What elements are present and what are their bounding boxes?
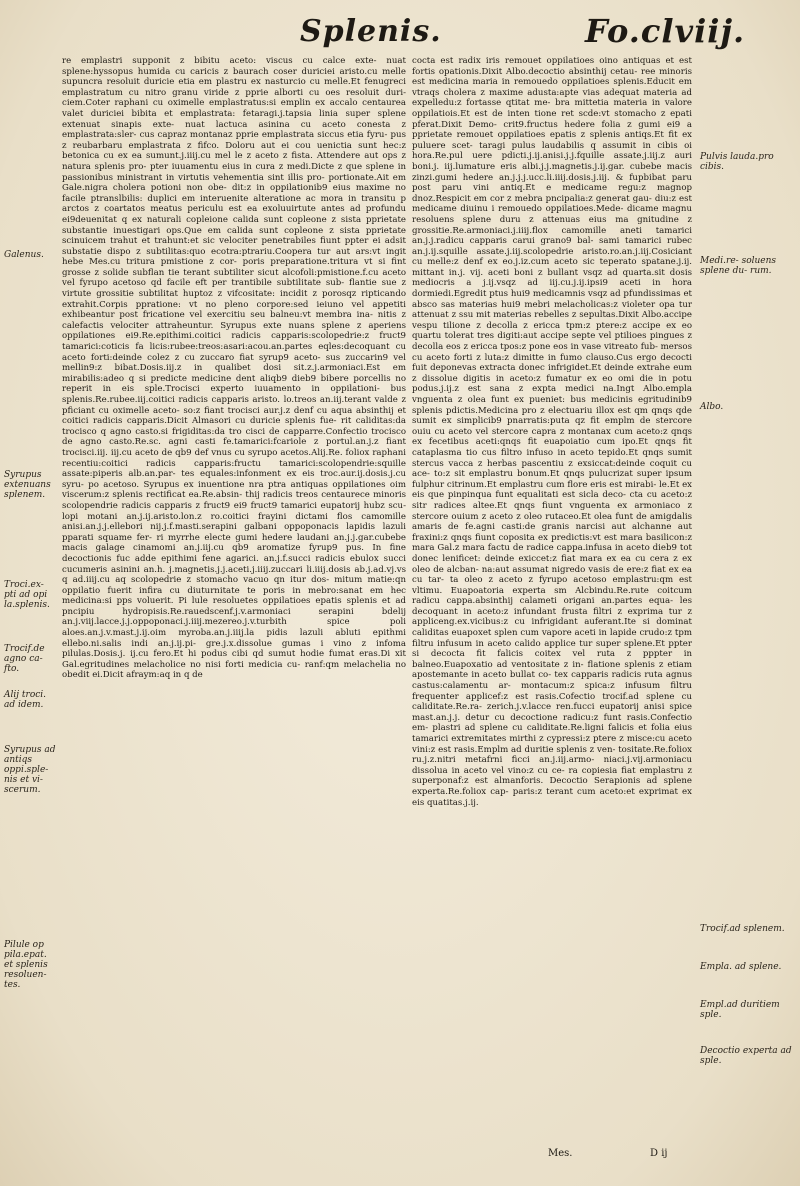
margin-note-albo: Albo. [700, 402, 724, 412]
margin-note-empla-splene: Empla. ad splene. [700, 962, 782, 972]
right-column [412, 56, 692, 808]
folio-number: Fo.clviij. [585, 12, 746, 50]
signature-mark: D ij [650, 1148, 668, 1159]
margin-note-alij-troci: Alij troci. ad idem. [4, 690, 47, 710]
margin-note-trocif-agno-casto: Trocif.de agno ca- fto. [4, 644, 45, 674]
margin-note-pilule: Pilule op pila.epat. et splenis resoluen- tes. [4, 940, 48, 990]
margin-note-galenus: Galenus. [4, 250, 44, 260]
margin-note-syrupus-extenuans: Syrupus extenuans splenem. [4, 470, 51, 500]
margin-note-decoctio: Decoctio experta ad sple. [700, 1046, 792, 1066]
page-header [0, 4, 800, 62]
margin-note-empl-duritiem: Empl.ad duritiem sple. [700, 1000, 780, 1020]
margin-note-pulvis: Pulvis lauda.pro cibis. [700, 152, 774, 172]
margin-note-troci-experti: Troci.ex- pti ad opi la.splenis. [4, 580, 50, 610]
running-title: Splenis. [300, 14, 442, 49]
catchword: Mes. [548, 1148, 573, 1159]
right-column-text: cocta est radix iris remouet oppilatioes oino antiquas et est fortis opationis.Dixit Albo.decoctio absinthij cetau- ree minoris est medicina maria in remouedo oppilatioes splenis.Educit em vtraqs cholera z maxime adusta:apte vias adequat materia ad expelledu:z fortasse qtitat me- bra mittetia materia in valore oppilatiois.Et est de inten tione ret scde:vt stomacho z epati pferat.Dixit Demo- crit9.fructus hedere folia z gumi ei9 a pprietate remouet oppilatioes epatis z splenis antiqs.Et fit ex puluere scet- taragi pulus laudabilis q assumit in cibis oi hora.Re.pul uere pdicti.j.ij.anisi.j.j.fquille assate.j.iij.z auri boni.j. iij.lumature eris albi.j.j.magnetis.j.ij.gar. cubebe macis zinzi.gumi hedere an.j.j.j.ucc.li.iiij.dosis.j.iij. & fupbibat paru post paru vini antiq.Et e medicame regu:z magnop dnoz.Respicit em cor z mebra pncipalia:z generat gau- diu:z est medicame diuinu i remouedo oppilatioes.Mede- dicame magnu resoluens splene duru z attenuas eius ma gnitudine z grossitie.Re.armoniaci.j.iiij.flox camomille aneti tamarici an.j.j.radicu capparis carui grano9 bal- sami tamarici rubec an.j.ij.squille assate.j.iij.scolopedrie aristo.ro.an.j.iij.Cosiciant cu melle:z denf ex eo.j.iz.cum aceto sic teperato spatane.j.ij. mittant in.j. vij. aceti boni z bullant vsqz ad quarta.sit dosis mediocris a j.ij.vsqz ad iij.cu.j.ij.ipsi9 aceti in hora dormiedi.Egredit ptus hui9 medicamnis vsqz ad pfundissimas et absco sas materias hui9 mebri melacholicas:z violeter opa tur attenuat z ssu mit materias rebelles z sepultas.Dixit Albo.accipe vespu tilione z decolla z ericca tpm:z ptere:z accipe ex eo quartu tolerat tres digiti:aut accipe septe vel ptilioes pingues z decolla eos z ericca tpos:z pone eos in vase vitreato fub- mersos cu aceto forti z luta:z dimitte in fumo clauso.Cus ergo decocti fuit deponevas extracta donec infrigidet.Et deinde extrahe eum z dissolue digitis in aceto:z fumatur ex eo omi die in potu podus.j.ij.z est sana z expta medici na.Ingt Albo.empla vnguenta z olea funt ex pueniet: bus medicinis egritudinib9 splenis pdictis.Medicina pro z electuariu illox est qm qnqs qde sumit ex simplicib9 pnarratis:puta qz fit emplm de stercore ouiu cu aceto vel stercore capra z montanax cum aceto:z qnqs ex fecetibus aceti:qnqs fit euapoiatio cum ipo.Et qnqs fit cataplasma tio cus filtro infuso in aceto tepido.Et qnqs sumit stercus vacca z herbas pascentiu z exsiccat:deinde coquit cu ace- to:z sit emplastru bonum.Et qnqs pulucrizat super ipsum fulphur citrinum.Et emplastru cum flore eris est mirabi- le.Et ex eis que pinpinqua funt equalitati est sicla deco- cta cu aceto:z sitr radices altee.Et qnqs fiunt vnguenta ex armoniaco z stercore ouium z aceto z oleo rutaceo.Et olea funt de amigdalis amaris de fe.agni casti:de granis narcisi aut alchanne aut fraxini:z qnqs fiunt coposita ex predictis:vt est mara basilicon:z mara Gal.z mara factu de radice cappa.infusa in aceto dieb9 tot donec lenificet: deinde exiccet:z fiat mara ex ea cu cera z ex oleo de alcban- na:aut assumat nigredo vasis de ere:z fiat ex ea cu tar- ta oleo z aceto z fyrupo acetoso emplastru:qm est vltimu. Euapoatoria experta sm Alcbindu.Re.rute coitcum radicu cappa.absinthij calameti origani an.partes equa- les decoquant in aceto:z infundant frusta filtri z exprima tur z appliceng.ex.vicibus:z cu infrigidant auferant.Ite si dominat caliditas euapoxet splen cum vapore aceti in lapide crudo:z tpm filtru infusum in aceto calido applice tur super splene.Et ppter si decocta fit falicis coitex vel ruta z pppter in balneo.Euapoxatio ad ventositate z in- flatione splenis z etiam apostemante in aceto bullat co- tex capparis radicis ruta agnus castus:calamentu ar- montacum:z spica:z infusum filtru frequenter applicef:z est rasis.Cofectio trocif.ad splene cu caliditate.Re.ra- zerich.j.v.lacce ren.fucci eupatorij anisi spice mast.an.j.j. detur cu decoctione radicu:z funt rasis.Confectio em- plastri ad splene cu caliditate.Re.ligni falicis et folia eius tamarici extremitates mirthi z cypressi:z ptere z misce:cu aceto vini:z est rasis.Emplm ad duritie splenis z ven- tositate.Re.foliox ru.j.z.nitri metafrni ficci an.j.iij.armo- niaci.j.vij.armoniacu dissolua in aceto vel vino:z cu ce- ra copiesia fiat emplastru z superponaf:z est almanforis. Decoctio Serapionis ad splene experta.Re.foliox cap- paris:z terant cum aceto:et exprimat ex eis quatitas.j.ij. [412, 56, 692, 808]
left-column [62, 56, 406, 681]
margin-note-syrupus-antiquas: Syrupus ad antiqs oppi.sple- nis et vi- scerum. [4, 745, 56, 795]
left-column-text: re emplastri supponit z bibitu aceto: viscus cu calce exte- nuat splene:hyssopus humida cu caricis z baurach coser duriciei aristo.cu melle supuncra resoluit duricie etia em plastru ex nasturcio cu melle.Et fenugreci emplastratum cu nitro granu viride z pprie alborti cu oes resoluit duri- ciem.Coter raphani cu oximelle emplastratus:si emplin ex accalo centaurea valet duriciei bibita et emplastrata: fetaragi.j.tapsia linia super splene extenuat sinapis exte- nuat lactuca asinina cu aceto conesta z emplastrata:sler- cus capraz montanaz pprie emplastrata siccus etia fyru- pus z reubarbaru emplastrata z fifco. Doloru aut ei cou uenictia sunt hec:z betonica cu ex ea sumunt.j.iiij.cu mel le z aceto z fista. Attendere aut ops z natura splenis pro- pter iuuamentu eius in cura z medi.Dicte z que splene in passionibus ministrant in virtutis vehementia sint illis pro- portionate.Ait em Gale.nigra cholera potioni non obe- dit:z in oppilationib9 eius maxime no facile ptranslbilis: duplici em interuenite alteratione ac mora in transitu p arctos z coartatos meatus periculu est ea exoluuirtute antes ad profundu ei9deuenitat q ex naturali copleione calida sunt copleone z sista pprietate substantie inuestigari ops.Que em calida sunt copleone z sista pprietate scinuicem trahut et trahunt:et sic velociter penetrabiles fiunt ppter ei adsit substatie dispo z subtilitas:quo ecotra:ptrariu.Coopera tur aut ars:vt ingit hebe Mes.cu tritura pmistione z cor- poris preparatione.tritura vt si fint grosse z solide subflan tie terant subtiliter sicut alcofoli:pmistione.f.cu aceto vel fyrupo acetoso qd facile eft per trantibile subtilitate sub- flantie sue z virtute grossitie subtilitat huptoz z vifcositate: incidit z porosqz ripticando extrahit.Corpis ppratione: vt no pleno corpore:sed ieiuno vel appetiti exhibeantur post fricatione vel exercitiu seu balneu:vt membra ina- nitis z calefactis velociter attraheuntur. Syrupus exte nuans splene z aperiens oppilationes ei9.Re.epithimi.coitici radicis capparis:scolopedrie:z fruct9 tamarici:coticis fa licis:rubee:treos:asari:acou.an.partes eqles:decoquant cu aceto forti:deinde colez z cu zuccaro fiat syrup9 aceto- sus zuccarin9 vel mellin9:z bibat.Dosis.iij.z in qualibet dosi sit.z.j.armoniaci.Est em mirabilis:adeo q si predicte medicine dent aliqb9 dieb9 bibere porcellis no reperit in eis sple.Trocisci experto iuuamento in oppilationi- bus splenis.Re.rubee.iij.coitici radicis capparis aristo. lo.treos an.iij.terant valde z pficiant cu oximelle aceto- so:z fiant trocisci aur.j.z denf cu aqua absinthij et coitici radicis capparis.Dicit Almasori cu duricie splenis fue- rit caliditas:da trocisco q agno casto.si frigiditas:da tro cisci de capparre.Confectio trocisco de agno casto.Re.sc. agni casti fe.tamarici:fcariole z portul.an.j.z fiant trocisci.iij. iij.cu aceto de qb9 def vnus cu syrupo acetos.Alij.Re. foliox raphani recentiu:coitici radicis capparis:fructu tamarici:scolopendrie:squille assate:piperis alb.an.par- tes equales:infonment ex eis troc.aur.ij.dosis.j.cu syru- po acetoso. Syrupus ex inuentione nra ptra antiquas oppilationes oim viscerum:z splenis rectificat ea.Re.absin- thij radicis treos centaurece minoris scolopendrie radicis capparis z fruct9 ei9 fruct9 tamarici eupatorij hubz scu- lopi motani an.j.ij.aristo.lon.z ro.coitici frayini dictami flos camomille anisi.an.j.j.ellebori nij.j.f.masti.serapini galbani oppoponacis lapidis lazuli pparati squame fer- ri myrrhe electe gumi hedere laudani an.j.j.gar.cubebe macis galage cinamomi an.j.iij.cu qb9 aromatize fyrup9 pus. In fine decoctionis fuc adde epithimi fene agarici. an.j.f.succi radicis ebulox succi cucumeris asinini an.h. j.magnetis.j.j.aceti.j.iiij.zuccari li.iiij.dosis ab.j.ad.vj.vs q ad.iiij.cu aq scolopedrie z stomacho vacuo qn itur dos- mitum matie:qn oppilatio fuerit infira cu diuturnitate te poris in mebro:sanat em hec medicina:si pps voluerit. Pi lule resoluetes oppilatioes epatis splenis et ad pncipiu hydropisis.Re.rauedscenf.j.v.armoniaci serapini bdelij an.j.viij.lacce.j.j.oppoponaci.j.iiij.mezereo.j.v.turbith spice poli aloes.an.j.v.mast.j.ij.oim myroba.an.j.iiij.la pidis lazuli abluti epithmi ellebo.ni.salis indi an.j.ij.pi- gre.j.x.dissolue gumas i vino z infoma pilulas.Dosis.j. ij.cu fero.Et hi podus cibi qd sumut hodie fumat eras.Di xit Gal.egritudines melacholice no nisi forti medicia cu- ranf:qm melachelia no obedit ei.Dicit afraym:aq in q de [62, 56, 406, 681]
margin-note-trocif-splenem: Trocif.ad splenem. [700, 924, 785, 934]
margin-note-medi-resoluens: Medi.re- soluens splene du- rum. [700, 256, 777, 276]
